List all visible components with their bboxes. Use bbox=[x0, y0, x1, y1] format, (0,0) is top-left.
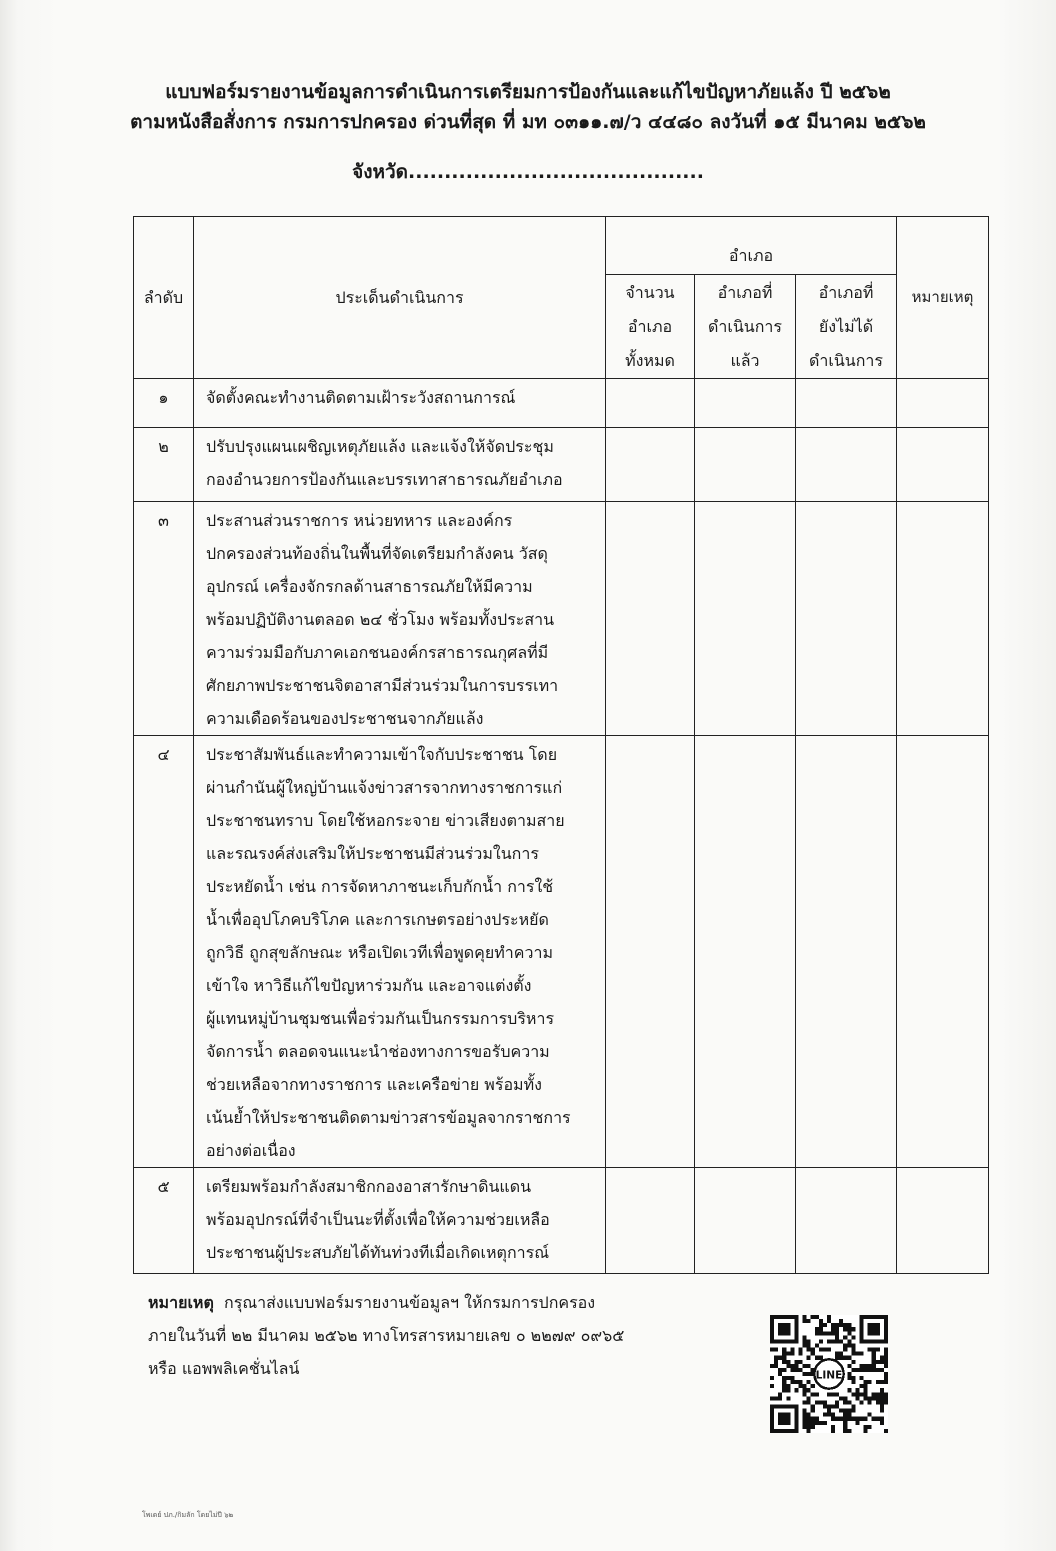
row-issue: เตรียมพร้อมกำลังสมาชิกกองอาสารักษาดินแดน พร้อมอุปกรณ์ที่จำเป็นนะที่ตั้งเพื่อให้ความช่วยเหลือ ประชาชนผู้ประสบภัยได้ทันท่วงทีเมื่อเกิดเหตุการณ์ bbox=[194, 1168, 606, 1274]
column-header-total: จำนวน อำเภอ ทั้งหมด bbox=[606, 275, 695, 379]
province-line: จังหวัด......................................... bbox=[352, 161, 704, 183]
table-row bbox=[134, 736, 989, 1168]
row-issue: ประชาสัมพันธ์และทำความเข้าใจกับประชาชน โดย ผ่านกำนันผู้ใหญ่บ้านแจ้งข่าวสารจากทางราชการแก่ ประชาชนทราบ โดยใช้หอกระจาย ข่าวเสียงตามสาย และรณรงค์ส่งเสริมให้ประชาชนมีส่วนร่วมในการ ประหยัดน้ำ เช่น การจัดหาภาชนะเก็บกักน้ำ การใช้ น้ำเพื่ออุปโภคบริโภค และการเกษตรอย่างประหยัด ถูกวิธี ถูกสุขลักษณะ หรือเปิดเวทีเพื่อพูดคุยทำความ เข้าใจ หาวิธีแก้ไขปัญหาร่วมกัน และอาจแต่งตั้ง ผู้แทนหมู่บ้านชุมชนเพื่อร่วมกันเป็นกรรมการบริหาร จัดการน้ำ ตลอดจนแนะนำช่องทางการขอรับความ ช่วยเหลือจากทางราชการ และเครือข่าย พร้อมทั้ง เน้นย้ำให้ประชาชนติดตามข่าวสารข้อมูลจากราชการ อย่างต่อเนื่อง bbox=[194, 736, 606, 1168]
row-number: ๑ bbox=[134, 379, 194, 428]
column-header-issue: ประเด็นดำเนินการ bbox=[194, 217, 606, 379]
note-line-2: ภายในวันที่ ๒๒ มีนาคม ๒๕๖๒ ทางโทรสารหมายเลข ๐ ๒๒๗๙ ๐๙๖๕ bbox=[148, 1326, 625, 1345]
cell-done[interactable] bbox=[695, 1168, 796, 1274]
note-line-3: หรือ แอพพลิเคชั่นไลน์ bbox=[148, 1359, 300, 1378]
cell-total[interactable] bbox=[606, 1168, 695, 1274]
column-header-remark: หมายเหตุ bbox=[897, 217, 989, 379]
qr-code-icon[interactable] bbox=[770, 1315, 888, 1433]
column-header-not-done: อำเภอที่ ยังไม่ได้ ดำเนินการ bbox=[796, 275, 897, 379]
cell-done[interactable] bbox=[695, 379, 796, 428]
table-row bbox=[134, 428, 989, 502]
cell-done[interactable] bbox=[695, 502, 796, 736]
cell-remark[interactable] bbox=[897, 736, 989, 1168]
cell-not-done[interactable] bbox=[796, 502, 897, 736]
note-line-1: กรุณาส่งแบบฟอร์มรายงานข้อมูลฯ ให้กรมการปกครอง bbox=[224, 1293, 596, 1312]
column-header-done: อำเภอที่ ดำเนินการ แล้ว bbox=[695, 275, 796, 379]
cell-not-done[interactable] bbox=[796, 736, 897, 1168]
cell-remark[interactable] bbox=[897, 379, 989, 428]
cell-not-done[interactable] bbox=[796, 1168, 897, 1274]
note-label: หมายเหตุ bbox=[148, 1293, 214, 1312]
cell-remark[interactable] bbox=[897, 428, 989, 502]
table-row bbox=[134, 379, 989, 428]
cell-not-done[interactable] bbox=[796, 428, 897, 502]
table-row bbox=[134, 502, 989, 736]
form-reference: ตามหนังสือสั่งการ กรมการปกครอง ด่วนที่สุด ที่ มท ๐๓๑๑.๗/ว ๔๔๘๐ ลงวันที่ ๑๕ มีนาคม ๒๕๖๒ bbox=[130, 111, 926, 133]
row-number: ๓ bbox=[134, 502, 194, 736]
row-number: ๕ bbox=[134, 1168, 194, 1274]
cell-total[interactable] bbox=[606, 428, 695, 502]
row-issue: จัดตั้งคณะทำงานติดตามเฝ้าระวังสถานการณ์ bbox=[194, 379, 606, 428]
cell-done[interactable] bbox=[695, 736, 796, 1168]
report-table bbox=[133, 216, 989, 1274]
cell-total[interactable] bbox=[606, 379, 695, 428]
row-number: ๔ bbox=[134, 736, 194, 1168]
cell-total[interactable] bbox=[606, 736, 695, 1168]
column-header-district: อำเภอ bbox=[606, 217, 897, 275]
qr-line-label: LINE bbox=[815, 1369, 843, 1382]
cell-total[interactable] bbox=[606, 502, 695, 736]
table-row bbox=[134, 1168, 989, 1274]
cell-remark[interactable] bbox=[897, 502, 989, 736]
submission-note bbox=[148, 1286, 624, 1385]
column-header-no: ลำดับ bbox=[134, 217, 194, 379]
cell-not-done[interactable] bbox=[796, 379, 897, 428]
footer-mark: โพเดย์ ปภ./กิมลัก โดยไม่ปี ๖๒ bbox=[142, 1511, 234, 1519]
cell-done[interactable] bbox=[695, 428, 796, 502]
row-issue: ปรับปรุงแผนเผชิญเหตุภัยแล้ง และแจ้งให้จัดประชุม กองอำนวยการป้องกันและบรรเทาสาธารณภัยอำเภอ bbox=[194, 428, 606, 502]
form-title: แบบฟอร์มรายงานข้อมูลการดำเนินการเตรียมการป้องกันและแก้ไขปัญหาภัยแล้ง ปี ๒๕๖๒ bbox=[165, 81, 891, 103]
cell-remark[interactable] bbox=[897, 1168, 989, 1274]
row-number: ๒ bbox=[134, 428, 194, 502]
row-issue: ประสานส่วนราชการ หน่วยทหาร และองค์กร ปกครองส่วนท้องถิ่นในพื้นที่จัดเตรียมกำลังคน วัสดุ อุปกรณ์ เครื่องจักรกลด้านสาธารณภัยให้มีความ พร้อมปฏิบัติงานตลอด ๒๔ ชั่วโมง พร้อมทั้งประสาน ความร่วมมือกับภาคเอกชนองค์กรสาธารณกุศลที่มี ศักยภาพประชาชนจิตอาสามีส่วนร่วมในการบรรเทา ความเดือดร้อนของประชาชนจากภัยแล้ง bbox=[194, 502, 606, 736]
